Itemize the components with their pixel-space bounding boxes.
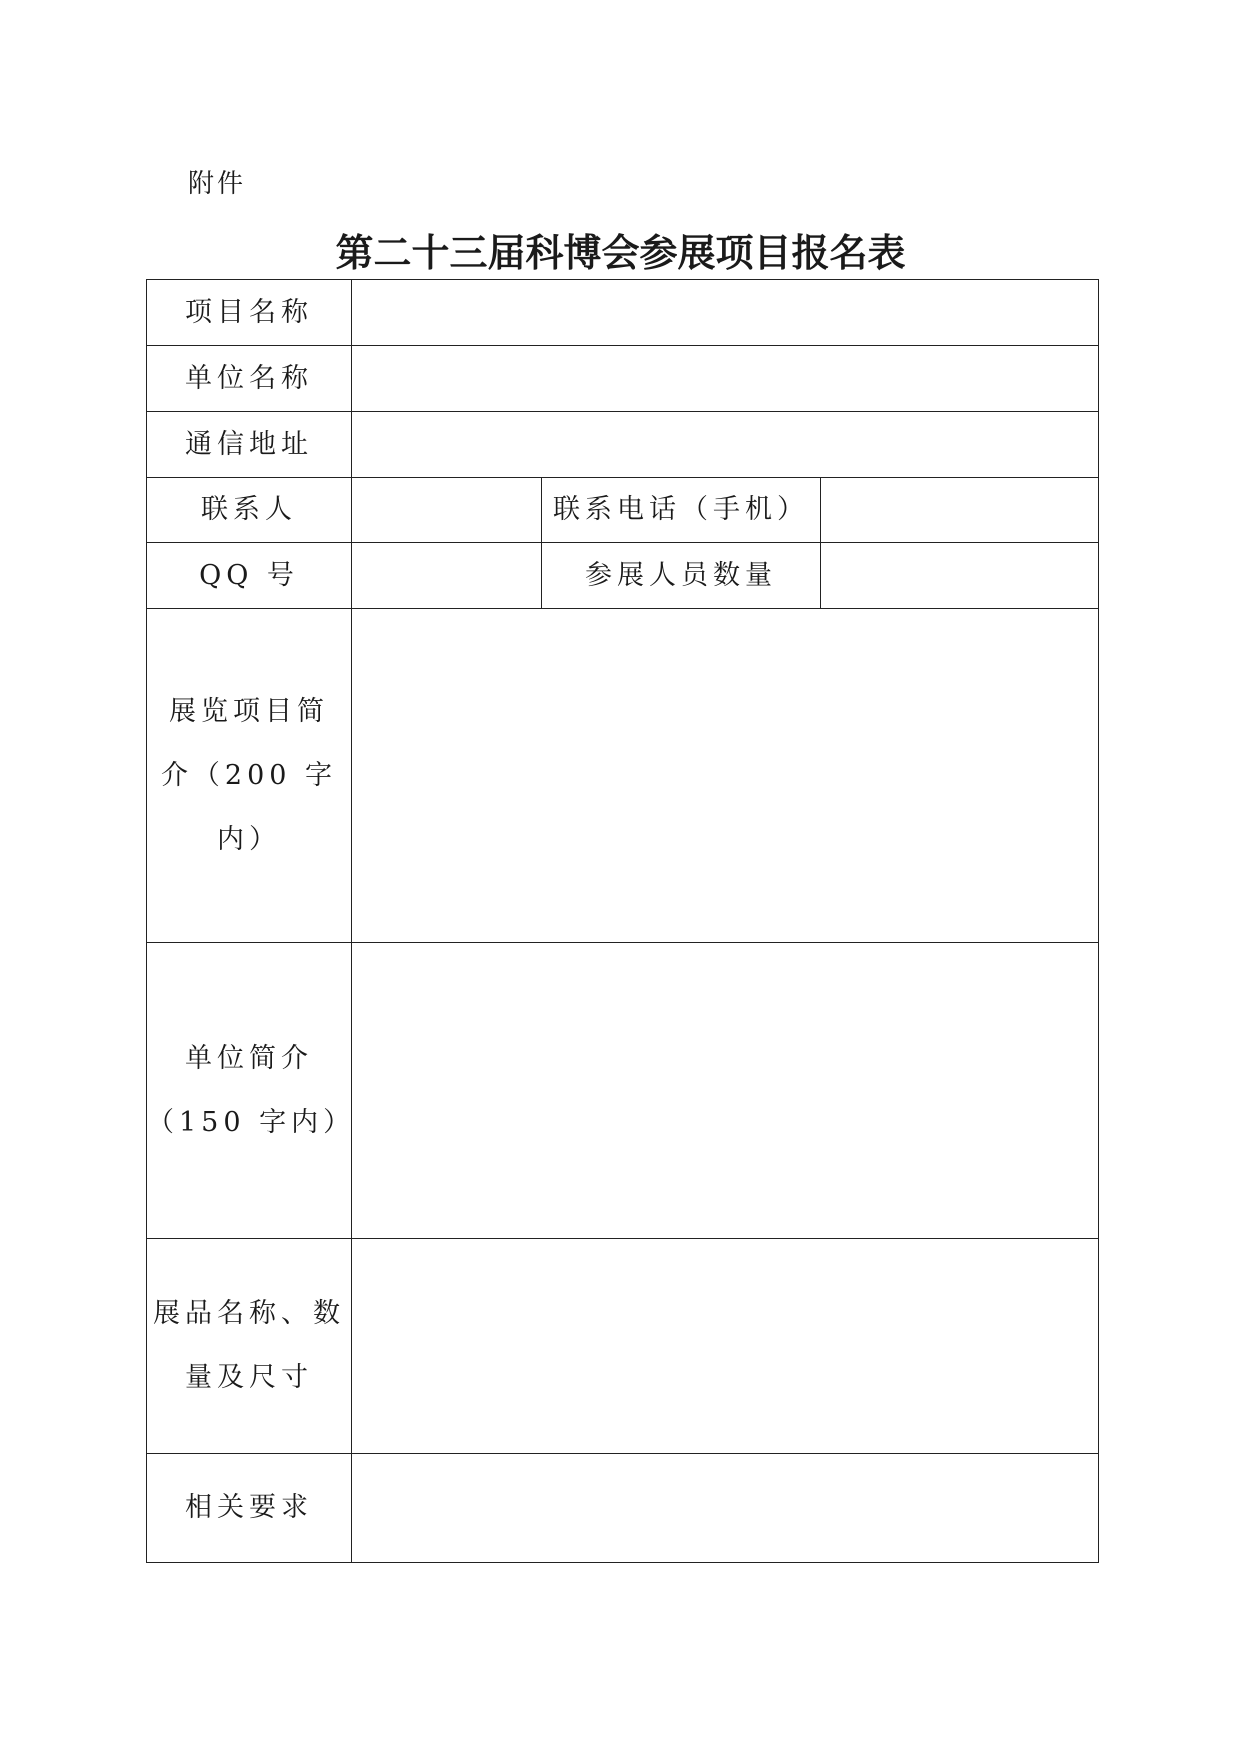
qq-label: QQ 号 xyxy=(147,543,352,609)
project-name-label: 项目名称 xyxy=(147,280,352,346)
requirements-label: 相关要求 xyxy=(147,1454,352,1563)
attachment-label: 附件 xyxy=(188,169,247,199)
contact-field[interactable] xyxy=(352,478,542,543)
contact-label: 联系人 xyxy=(147,478,352,543)
unit-name-field[interactable] xyxy=(352,346,1099,412)
project-intro-label-line1: 展览项目简 xyxy=(169,695,329,727)
exhibits-label xyxy=(147,1239,352,1454)
unit-intro-field[interactable] xyxy=(352,943,1099,1239)
address-field[interactable] xyxy=(352,412,1099,478)
unit-intro-label-line2: （150 字内） xyxy=(147,1106,356,1138)
staff-count-label: 参展人员数量 xyxy=(542,543,821,609)
phone-field[interactable] xyxy=(821,478,1099,543)
registration-form-table xyxy=(146,279,1099,1563)
project-intro-label-line2: 介（200 字内） xyxy=(160,759,338,855)
unit-intro-label xyxy=(147,943,356,1239)
staff-count-field[interactable] xyxy=(821,543,1099,609)
unit-intro-label-line1: 单位简介 xyxy=(185,1042,313,1074)
project-intro-field[interactable] xyxy=(352,609,1099,943)
project-name-field[interactable] xyxy=(352,280,1099,346)
address-label: 通信地址 xyxy=(147,412,352,478)
qq-field[interactable] xyxy=(352,543,542,609)
form-title: 第二十三届科博会参展项目报名表 xyxy=(335,231,906,275)
project-intro-label xyxy=(147,609,352,943)
unit-name-label: 单位名称 xyxy=(147,346,352,412)
exhibits-label-line2: 量及尺寸 xyxy=(185,1362,313,1393)
requirements-field[interactable] xyxy=(352,1454,1099,1563)
exhibits-label-line1: 展品名称、数 xyxy=(153,1298,345,1329)
exhibits-field[interactable] xyxy=(352,1239,1099,1454)
phone-label: 联系电话（手机） xyxy=(542,478,821,543)
